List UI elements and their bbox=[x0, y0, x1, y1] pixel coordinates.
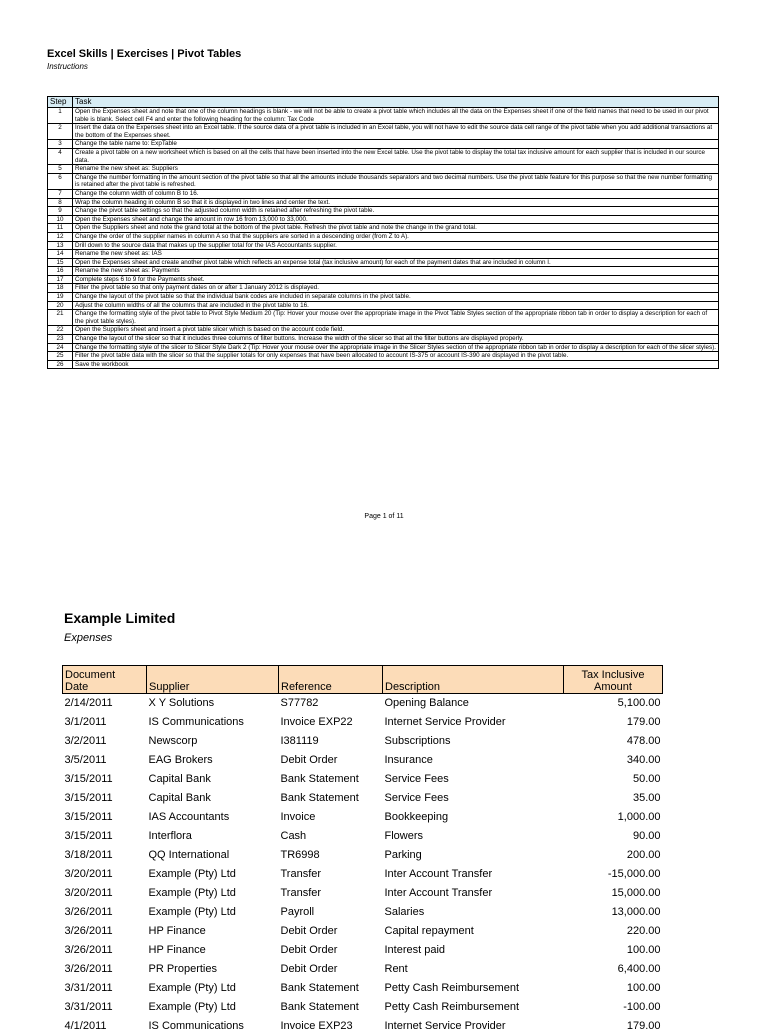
amount-cell: 50.00 bbox=[564, 770, 663, 789]
step-number: 21 bbox=[48, 310, 73, 326]
step-task: Change the column width of column B to 16. bbox=[73, 189, 719, 198]
step-task: Change the table name to: ExpTable bbox=[73, 140, 719, 149]
document-title: Excel Skills | Exercises | Pivot Tables bbox=[47, 48, 241, 60]
reference-cell: Payroll bbox=[279, 903, 383, 922]
supplier-cell: PR Properties bbox=[147, 960, 279, 979]
step-number: 2 bbox=[48, 124, 73, 140]
step-number: 5 bbox=[48, 165, 73, 174]
document-date-cell: 2/14/2011 bbox=[63, 694, 147, 714]
expenses-body bbox=[63, 694, 663, 1036]
step-row bbox=[48, 343, 719, 352]
document-date-cell: 4/1/2011 bbox=[63, 1017, 147, 1036]
supplier-header: Supplier bbox=[147, 666, 279, 694]
step-task: Change the layout of the slicer so that it includes three columns of filter buttons. Increase the width of the slicer so that all the filter buttons are displayed properly. bbox=[73, 335, 719, 344]
expense-row bbox=[63, 770, 663, 789]
reference-cell: Debit Order bbox=[279, 922, 383, 941]
step-task: Open the Expenses sheet and change the amount in row 16 from 13,000 to 33,000. bbox=[73, 215, 719, 224]
document-date-cell: 3/26/2011 bbox=[63, 903, 147, 922]
step-number: 6 bbox=[48, 173, 73, 189]
reference-cell: TR6998 bbox=[279, 846, 383, 865]
document-date-cell: 3/26/2011 bbox=[63, 922, 147, 941]
amount-cell: 478.00 bbox=[564, 732, 663, 751]
reference-cell: S77782 bbox=[279, 694, 383, 714]
reference-cell: Bank Statement bbox=[279, 789, 383, 808]
step-number: 23 bbox=[48, 335, 73, 344]
step-number: 22 bbox=[48, 326, 73, 335]
step-task: Filter the pivot table data with the slicer so that the supplier totals for only expenses that have been allocated to account IS-375 or account IS-390 are displayed in the pivot table. bbox=[73, 352, 719, 361]
step-row bbox=[48, 124, 719, 140]
step-row bbox=[48, 173, 719, 189]
supplier-cell: Example (Pty) Ltd bbox=[147, 903, 279, 922]
step-row bbox=[48, 215, 719, 224]
step-number: 24 bbox=[48, 343, 73, 352]
amount-cell: -15,000.00 bbox=[564, 865, 663, 884]
reference-cell: Debit Order bbox=[279, 941, 383, 960]
steps-table bbox=[47, 96, 719, 369]
description-cell: Bookkeeping bbox=[383, 808, 564, 827]
step-number: 13 bbox=[48, 241, 73, 250]
expense-row bbox=[63, 998, 663, 1017]
step-task: Rename the new sheet as: Payments bbox=[73, 267, 719, 276]
step-number: 19 bbox=[48, 293, 73, 302]
description-cell: Rent bbox=[383, 960, 564, 979]
step-task: Save the workbook bbox=[73, 360, 719, 369]
expense-row bbox=[63, 884, 663, 903]
expenses-table bbox=[62, 665, 663, 1036]
step-number: 16 bbox=[48, 267, 73, 276]
document-date-cell: 3/15/2011 bbox=[63, 770, 147, 789]
step-number: 25 bbox=[48, 352, 73, 361]
supplier-cell: Example (Pty) Ltd bbox=[147, 979, 279, 998]
step-task: Create a pivot table on a new worksheet which is based on all the cells that have been inserted into the new Excel table. Use the pivot table to display the total tax inclusive amount for each supplier that is included in our source data. bbox=[73, 148, 719, 164]
example-subtitle: Expenses bbox=[64, 632, 112, 644]
reference-cell: Debit Order bbox=[279, 960, 383, 979]
description-cell: Capital repayment bbox=[383, 922, 564, 941]
supplier-cell: Newscorp bbox=[147, 732, 279, 751]
amount-cell: -100.00 bbox=[564, 998, 663, 1017]
description-cell: Opening Balance bbox=[383, 694, 564, 714]
step-task: Change the formatting style of the slicer to Slicer Style Dark 2 (Tip: Hover your mouse over the appropriate image in the Slicer Styles section of the appropriate ribbon tab in order to display a description for each of the slicer styles). bbox=[73, 343, 719, 352]
document-date-cell: 3/15/2011 bbox=[63, 808, 147, 827]
description-header: Description bbox=[383, 666, 564, 694]
description-cell: Inter Account Transfer bbox=[383, 884, 564, 903]
step-row bbox=[48, 207, 719, 216]
supplier-cell: Capital Bank bbox=[147, 789, 279, 808]
step-task: Rename the new sheet as: IAS bbox=[73, 250, 719, 259]
amount-cell: 90.00 bbox=[564, 827, 663, 846]
expense-row bbox=[63, 903, 663, 922]
document-date-cell: 3/20/2011 bbox=[63, 884, 147, 903]
reference-cell: Bank Statement bbox=[279, 998, 383, 1017]
document-date-cell: 3/18/2011 bbox=[63, 846, 147, 865]
step-row bbox=[48, 198, 719, 207]
step-task: Change the number formatting in the amount section of the pivot table so that all the amounts include thousands separators and two decimal numbers. Use the pivot table feature for this purpose so that the new number formatting is retained after the pivot table is refreshed. bbox=[73, 173, 719, 189]
step-row bbox=[48, 335, 719, 344]
step-number: 7 bbox=[48, 189, 73, 198]
step-row bbox=[48, 293, 719, 302]
reference-cell: Bank Statement bbox=[279, 770, 383, 789]
step-row bbox=[48, 250, 719, 259]
step-task: Open the Expenses sheet and note that one of the column headings is blank - we will not be able to create a pivot table which includes all the data on the Expenses sheet if one of the field names that need to be used in our pivot table is blank. Select cell F4 and enter the following heading for the column: Tax Code bbox=[73, 108, 719, 124]
document-date-cell: 3/1/2011 bbox=[63, 713, 147, 732]
expense-row bbox=[63, 694, 663, 714]
step-row bbox=[48, 108, 719, 124]
step-task: Adjust the column widths of all the columns that are included in the pivot table to 16. bbox=[73, 301, 719, 310]
reference-header: Reference bbox=[279, 666, 383, 694]
document-date-cell: 3/31/2011 bbox=[63, 998, 147, 1017]
step-task: Change the layout of the pivot table so that the individual bank codes are included in separate columns in the pivot table. bbox=[73, 293, 719, 302]
step-row bbox=[48, 148, 719, 164]
amount-cell: 100.00 bbox=[564, 941, 663, 960]
reference-cell: Debit Order bbox=[279, 751, 383, 770]
amount-header bbox=[564, 666, 663, 694]
expense-row bbox=[63, 713, 663, 732]
document-date-header-line2: Date bbox=[65, 681, 88, 693]
supplier-cell: IS Communications bbox=[147, 713, 279, 732]
step-row bbox=[48, 189, 719, 198]
amount-cell: 15,000.00 bbox=[564, 884, 663, 903]
expense-row bbox=[63, 941, 663, 960]
step-row bbox=[48, 284, 719, 293]
step-row bbox=[48, 165, 719, 174]
expense-row bbox=[63, 979, 663, 998]
description-cell: Internet Service Provider bbox=[383, 1017, 564, 1036]
step-number: 18 bbox=[48, 284, 73, 293]
step-number: 1 bbox=[48, 108, 73, 124]
supplier-cell: IS Communications bbox=[147, 1017, 279, 1036]
supplier-cell: HP Finance bbox=[147, 922, 279, 941]
document-date-cell: 3/15/2011 bbox=[63, 789, 147, 808]
description-cell: Service Fees bbox=[383, 770, 564, 789]
document-date-cell: 3/26/2011 bbox=[63, 941, 147, 960]
description-cell: Salaries bbox=[383, 903, 564, 922]
document-date-cell: 3/2/2011 bbox=[63, 732, 147, 751]
step-number: 15 bbox=[48, 258, 73, 267]
document-date-cell: 3/15/2011 bbox=[63, 827, 147, 846]
expense-row bbox=[63, 732, 663, 751]
reference-cell: Invoice EXP23 bbox=[279, 1017, 383, 1036]
amount-cell: 220.00 bbox=[564, 922, 663, 941]
step-number: 10 bbox=[48, 215, 73, 224]
amount-cell: 6,400.00 bbox=[564, 960, 663, 979]
supplier-cell: Example (Pty) Ltd bbox=[147, 865, 279, 884]
step-row bbox=[48, 258, 719, 267]
expenses-header-row bbox=[63, 666, 663, 694]
step-row bbox=[48, 275, 719, 284]
task-column-header: Task bbox=[73, 97, 719, 108]
step-row bbox=[48, 326, 719, 335]
step-task: Insert the data on the Expenses sheet into an Excel table. If the source data of a pivot table is included in an Excel table, you will not have to edit the source data cell range of the pivot table when you add additional transactions at the bottom of the Expenses sheet. bbox=[73, 124, 719, 140]
supplier-cell: EAG Brokers bbox=[147, 751, 279, 770]
step-row bbox=[48, 232, 719, 241]
document-date-header bbox=[63, 666, 147, 694]
step-task: Rename the new sheet as: Suppliers bbox=[73, 165, 719, 174]
expense-row bbox=[63, 808, 663, 827]
step-number: 3 bbox=[48, 140, 73, 149]
description-cell: Petty Cash Reimbursement bbox=[383, 979, 564, 998]
expense-row bbox=[63, 751, 663, 770]
description-cell: Petty Cash Reimbursement bbox=[383, 998, 564, 1017]
supplier-cell: QQ International bbox=[147, 846, 279, 865]
reference-cell: Transfer bbox=[279, 865, 383, 884]
step-task: Filter the pivot table so that only payment dates on or after 1 January 2012 is displayed. bbox=[73, 284, 719, 293]
description-cell: Insurance bbox=[383, 751, 564, 770]
step-row bbox=[48, 241, 719, 250]
description-cell: Service Fees bbox=[383, 789, 564, 808]
step-task: Drill down to the source data that makes up the supplier total for the IAS Accountants supplier. bbox=[73, 241, 719, 250]
document-date-header-line1: Document bbox=[65, 669, 115, 681]
reference-cell: Cash bbox=[279, 827, 383, 846]
amount-cell: 340.00 bbox=[564, 751, 663, 770]
amount-header-line1: Tax Inclusive bbox=[582, 669, 645, 681]
step-number: 20 bbox=[48, 301, 73, 310]
step-row bbox=[48, 310, 719, 326]
document-date-cell: 3/31/2011 bbox=[63, 979, 147, 998]
step-row bbox=[48, 140, 719, 149]
supplier-cell: Example (Pty) Ltd bbox=[147, 884, 279, 903]
step-column-header: Step bbox=[48, 97, 73, 108]
expense-row bbox=[63, 1017, 663, 1036]
supplier-cell: IAS Accountants bbox=[147, 808, 279, 827]
step-number: 12 bbox=[48, 232, 73, 241]
steps-header-row bbox=[48, 97, 719, 108]
amount-cell: 179.00 bbox=[564, 1017, 663, 1036]
step-number: 4 bbox=[48, 148, 73, 164]
supplier-cell: X Y Solutions bbox=[147, 694, 279, 714]
step-number: 14 bbox=[48, 250, 73, 259]
amount-cell: 100.00 bbox=[564, 979, 663, 998]
supplier-cell: Interflora bbox=[147, 827, 279, 846]
expense-row bbox=[63, 865, 663, 884]
description-cell: Subscriptions bbox=[383, 732, 564, 751]
step-row bbox=[48, 301, 719, 310]
supplier-cell: Example (Pty) Ltd bbox=[147, 998, 279, 1017]
expense-row bbox=[63, 789, 663, 808]
page-number: Page 1 of 11 bbox=[0, 513, 768, 520]
expense-row bbox=[63, 960, 663, 979]
reference-cell: I381119 bbox=[279, 732, 383, 751]
document-date-cell: 3/20/2011 bbox=[63, 865, 147, 884]
description-cell: Inter Account Transfer bbox=[383, 865, 564, 884]
description-cell: Interest paid bbox=[383, 941, 564, 960]
step-row bbox=[48, 267, 719, 276]
document-subtitle: Instructions bbox=[47, 62, 88, 71]
step-task: Open the Expenses sheet and create another pivot table which reflects an expense total (tax inclusive amount) for each of the payment dates that are included in column I. bbox=[73, 258, 719, 267]
expense-row bbox=[63, 846, 663, 865]
expense-row bbox=[63, 922, 663, 941]
amount-header-line2: Amount bbox=[594, 681, 632, 693]
reference-cell: Transfer bbox=[279, 884, 383, 903]
document-date-cell: 3/5/2011 bbox=[63, 751, 147, 770]
amount-cell: 200.00 bbox=[564, 846, 663, 865]
step-task: Change the formatting style of the pivot table to Pivot Style Medium 20 (Tip: Hover your mouse over the appropriate image in the Pivot Table Styles section of the appropriate ribbon tab in order to display a description for each of the pivot table styles). bbox=[73, 310, 719, 326]
reference-cell: Invoice bbox=[279, 808, 383, 827]
description-cell: Flowers bbox=[383, 827, 564, 846]
reference-cell: Bank Statement bbox=[279, 979, 383, 998]
step-task: Open the Suppliers sheet and insert a pivot table slicer which is based on the account code field. bbox=[73, 326, 719, 335]
description-cell: Parking bbox=[383, 846, 564, 865]
step-number: 26 bbox=[48, 360, 73, 369]
supplier-cell: HP Finance bbox=[147, 941, 279, 960]
expense-row bbox=[63, 827, 663, 846]
step-number: 11 bbox=[48, 224, 73, 233]
step-task: Open the Suppliers sheet and note the grand total at the bottom of the pivot table. Refresh the pivot table and note the change in the grand total. bbox=[73, 224, 719, 233]
example-title: Example Limited bbox=[64, 610, 175, 626]
step-task: Change the pivot table settings so that the adjusted column width is retained after refreshing the pivot table. bbox=[73, 207, 719, 216]
step-row bbox=[48, 224, 719, 233]
amount-cell: 179.00 bbox=[564, 713, 663, 732]
supplier-cell: Capital Bank bbox=[147, 770, 279, 789]
amount-cell: 13,000.00 bbox=[564, 903, 663, 922]
document-date-cell: 3/26/2011 bbox=[63, 960, 147, 979]
step-number: 9 bbox=[48, 207, 73, 216]
description-cell: Internet Service Provider bbox=[383, 713, 564, 732]
amount-cell: 35.00 bbox=[564, 789, 663, 808]
step-row bbox=[48, 360, 719, 369]
amount-cell: 1,000.00 bbox=[564, 808, 663, 827]
step-task: Change the order of the supplier names in column A so that the suppliers are sorted in a descending order (from Z to A). bbox=[73, 232, 719, 241]
amount-cell: 5,100.00 bbox=[564, 694, 663, 714]
step-task: Complete steps 6 to 9 for the Payments sheet. bbox=[73, 275, 719, 284]
step-number: 17 bbox=[48, 275, 73, 284]
reference-cell: Invoice EXP22 bbox=[279, 713, 383, 732]
step-number: 8 bbox=[48, 198, 73, 207]
steps-body bbox=[48, 108, 719, 369]
step-row bbox=[48, 352, 719, 361]
step-task: Wrap the column heading in column B so that it is displayed in two lines and center the text. bbox=[73, 198, 719, 207]
